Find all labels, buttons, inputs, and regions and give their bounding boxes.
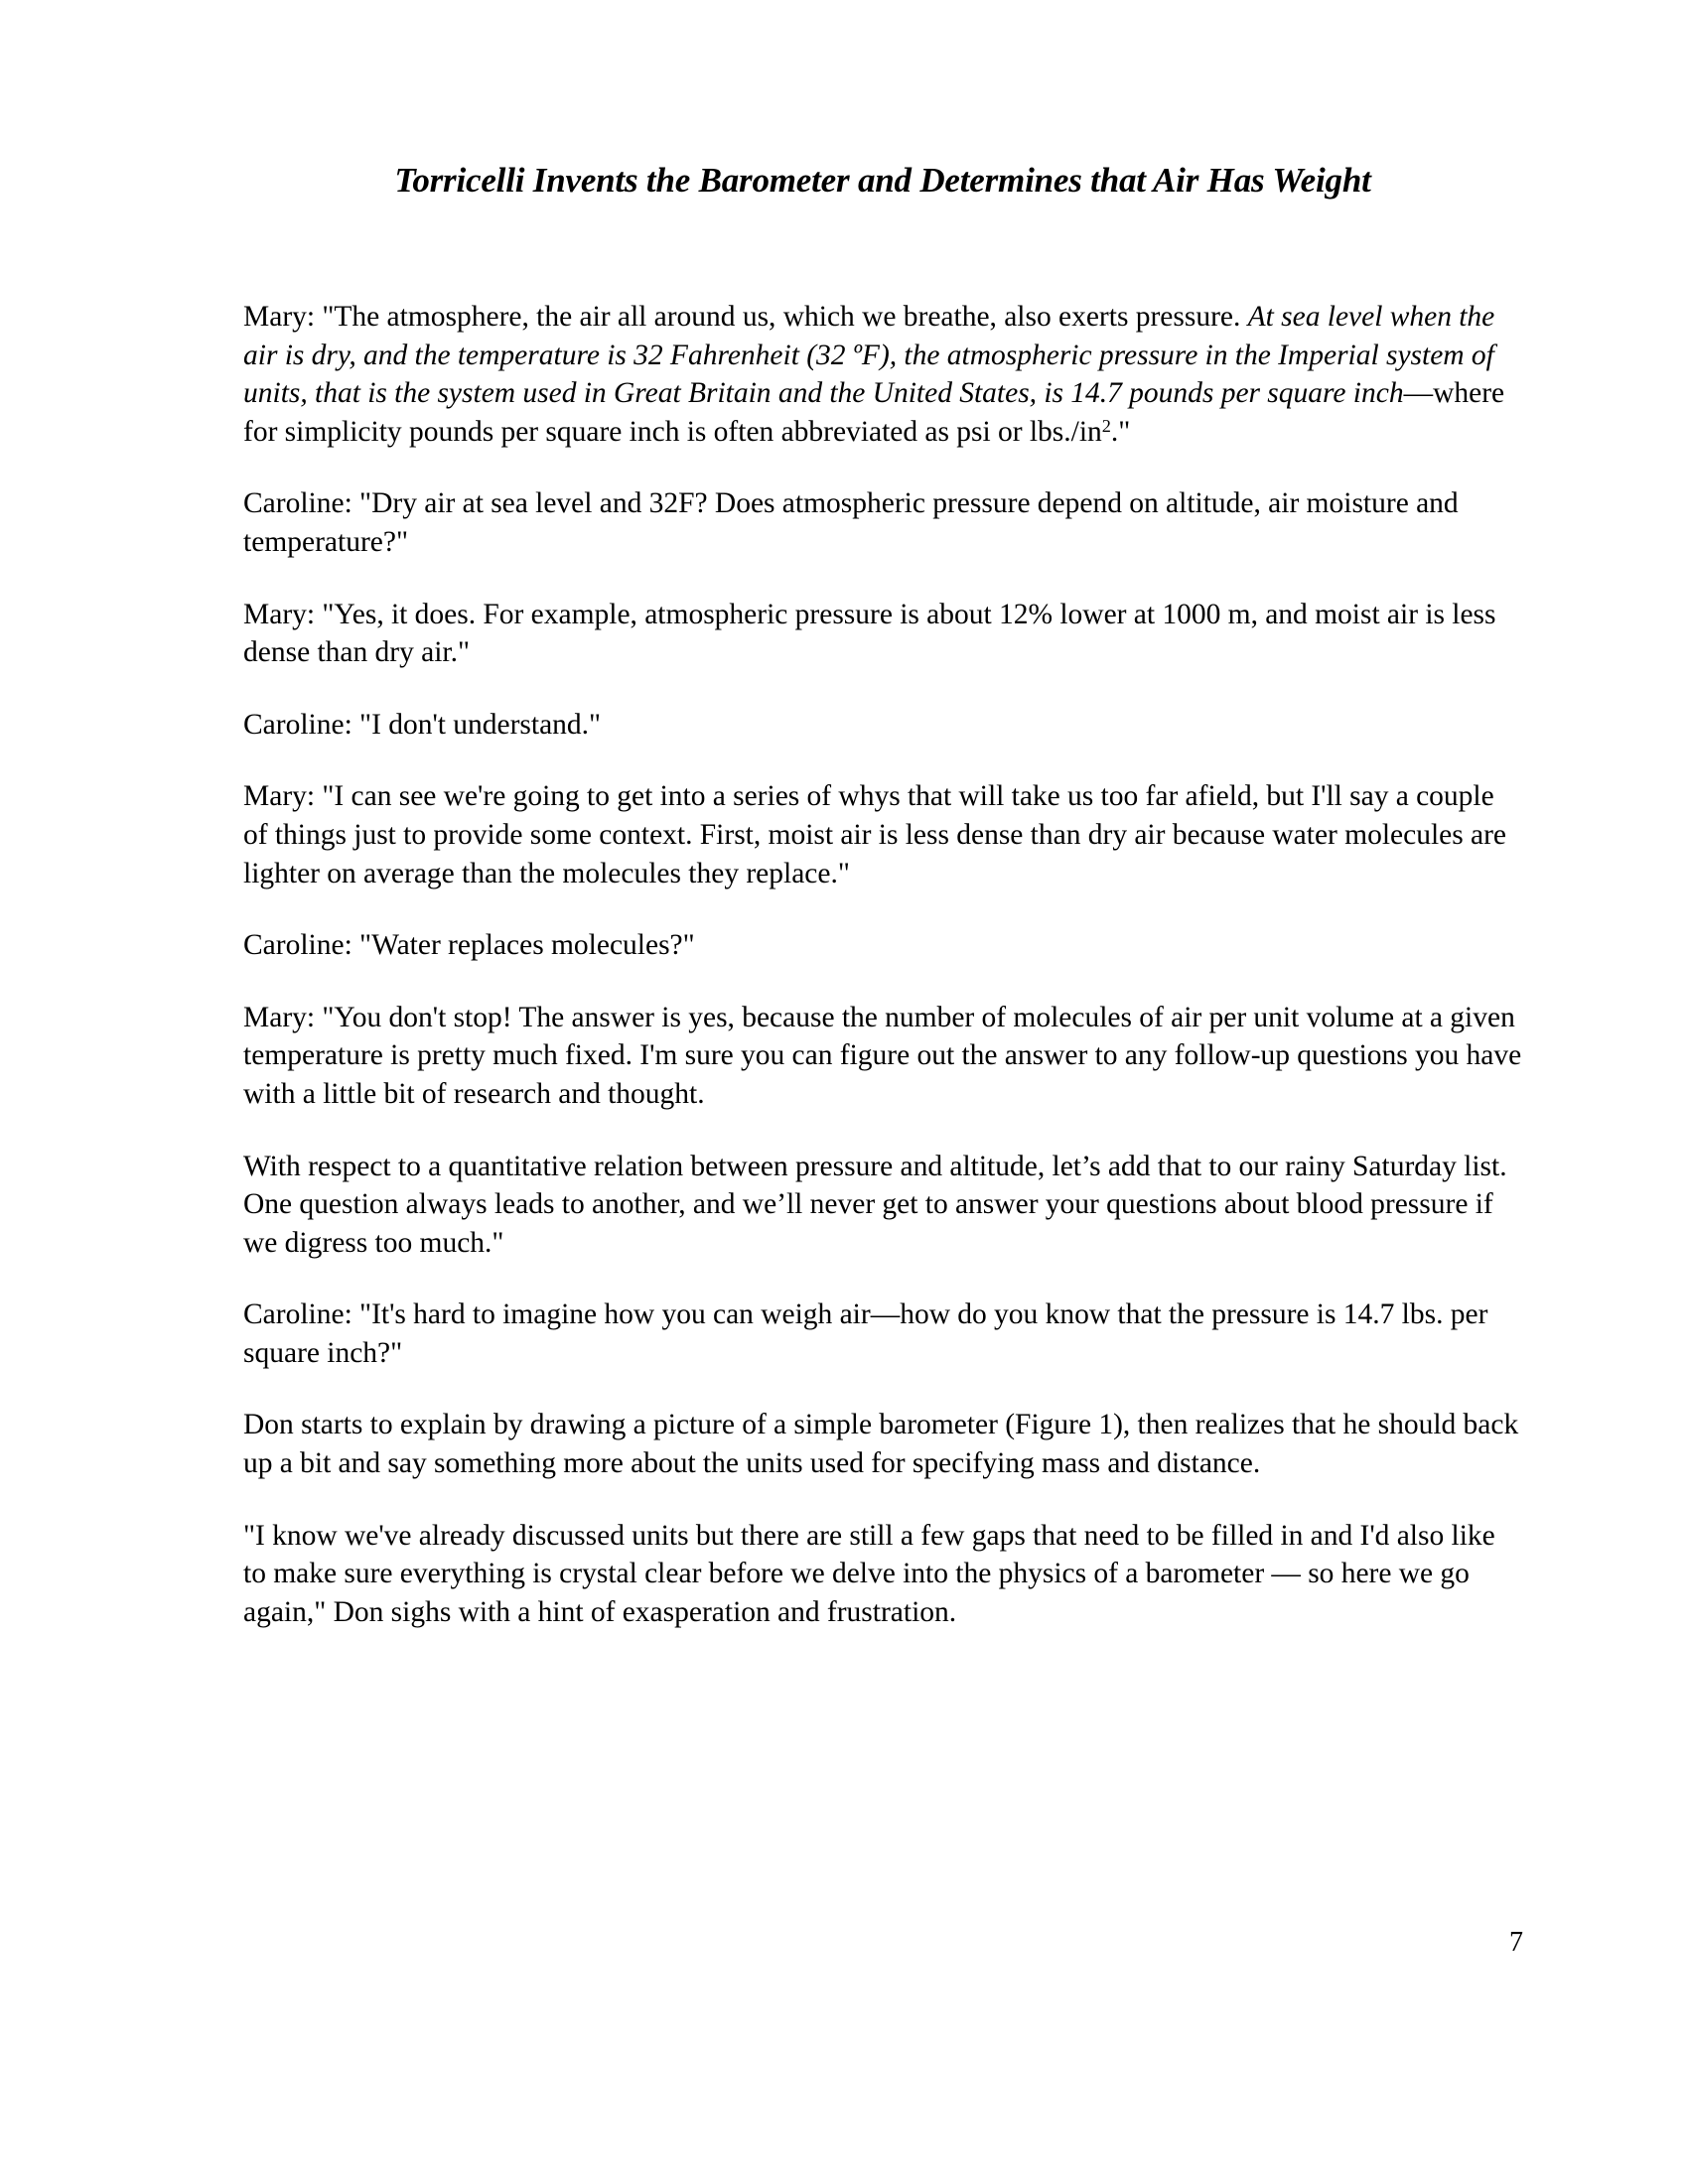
para-mary-4 bbox=[243, 999, 1522, 1114]
para-caroline-3 bbox=[243, 926, 1522, 965]
para-mary-5 bbox=[243, 1148, 1522, 1263]
text-run: Mary: "The atmosphere, the air all around us, which we breathe, also exerts pressure. bbox=[243, 301, 1248, 333]
text-run: "I know we've already discussed units but there are still a few gaps that need to be filled in and I'd also like to make sure everything is crystal clear before we delve into the physics of a barometer — so here we go again," Don sighs with a hint of exasperation and frustration. bbox=[243, 1519, 1495, 1628]
para-caroline-1 bbox=[243, 484, 1522, 561]
text-run: Caroline: "Water replaces molecules?" bbox=[243, 929, 695, 962]
page-content bbox=[243, 159, 1522, 1631]
italic-run: At sea level when the air is dry, and the temperature is 32 Fahrenheit (32 ºF), the atmospheric pressure in the Imperial system of units, that is the system used in Great Britain and the United States, is 14.7 pounds per square inch bbox=[243, 301, 1495, 410]
text-run: ." bbox=[1110, 415, 1131, 448]
text-run: Caroline: "Dry air at sea level and 32F? Does atmospheric pressure depend on altitude, air moisture and temperature?" bbox=[243, 487, 1459, 558]
text-run: Mary: "You don't stop! The answer is yes, because the number of molecules of air per unit volume at a given temperature is pretty much fixed. I'm sure you can figure out the answer to any follow-up questions you have with a little bit of research and thought. bbox=[243, 1001, 1522, 1110]
text-run: Don starts to explain by drawing a picture of a simple barometer (Figure 1), then realizes that he should back up a bit and say something more about the units used for specifying mass and distance. bbox=[243, 1409, 1519, 1480]
page-title: Torricelli Invents the Barometer and Determines that Air Has Weight bbox=[394, 161, 1371, 200]
body-text bbox=[243, 298, 1522, 1631]
para-mary-2 bbox=[243, 596, 1522, 672]
para-caroline-2 bbox=[243, 706, 1522, 745]
para-caroline-4 bbox=[243, 1296, 1522, 1372]
text-run: Caroline: "I don't understand." bbox=[243, 708, 602, 741]
text-run: With respect to a quantitative relation between pressure and altitude, let’s add that to our rainy Saturday list. One question always leads to another, and we’ll never get to answer your questions about blood pressure if we digress too much." bbox=[243, 1150, 1507, 1259]
para-mary-1 bbox=[243, 298, 1522, 451]
para-don-1 bbox=[243, 1517, 1522, 1632]
text-run: Mary: "Yes, it does. For example, atmospheric pressure is about 12% lower at 1000 m, and moist air is less dense than dry air." bbox=[243, 598, 1496, 669]
text-run: —where for simplicity pounds per square inch is often abbreviated as psi or lbs./in bbox=[243, 377, 1505, 448]
para-narration-1 bbox=[243, 1406, 1522, 1482]
superscript-run: 2 bbox=[1101, 415, 1111, 436]
text-run: Caroline: "It's hard to imagine how you can weigh air—how do you know that the pressure is 14.7 lbs. per square inch?" bbox=[243, 1298, 1488, 1369]
text-run: Mary: "I can see we're going to get into a series of whys that will take us too far afield, but I'll say a couple of things just to provide some context. First, moist air is less dense than dry air because water molecules are lighter on average than the molecules they replace." bbox=[243, 780, 1507, 889]
para-mary-3 bbox=[243, 777, 1522, 892]
page-number: 7 bbox=[1509, 1927, 1523, 1958]
